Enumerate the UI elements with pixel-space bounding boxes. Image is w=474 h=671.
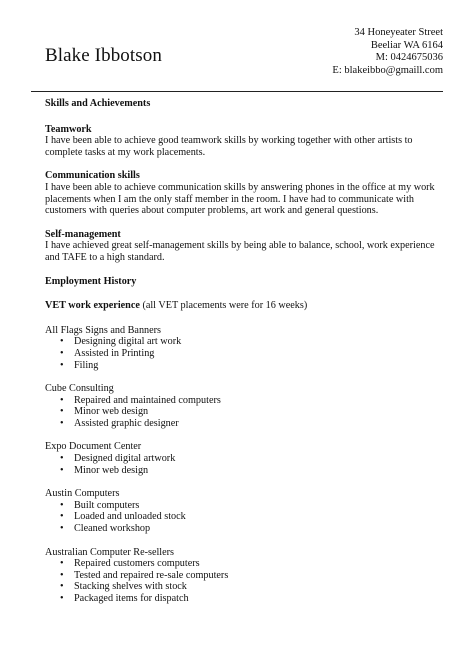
task-item: • Repaired customers computers [45,558,445,570]
skill-heading: Teamwork [45,123,92,135]
skills-section-title: Skills and Achievements [45,98,151,109]
employer-name: All Flags Signs and Banners [45,324,162,336]
task-item: • Minor web design [45,465,445,477]
task-item: • Filing [45,360,445,372]
address-street: 34 Honeyeater Street [354,27,443,38]
contact-block [332,27,443,77]
employer-name: Austin Computers [45,488,120,500]
task-list [45,453,445,476]
task-item: • Designing digital art work [45,336,445,348]
header-divider [31,91,443,92]
task-item: • Assisted in Printing [45,348,445,360]
employer-entry [45,547,445,605]
resume-body [45,98,445,605]
skill-description: I have been able to achieve good teamwork skills by working together with other artists to complete tasks at my work placements. [45,135,413,158]
task-item: • Repaired and maintained computers [45,395,445,407]
vet-experience-line [45,300,445,312]
task-list [45,558,445,604]
employer-entry [45,488,445,534]
employer-list [45,325,445,605]
mobile-number: M: 0424675036 [375,52,443,63]
vet-label: VET work experience [45,300,140,312]
task-item: • Built computers [45,500,445,512]
employer-name: Expo Document Center [45,441,142,453]
task-item: • Loaded and unloaded stock [45,511,445,523]
skill-heading: Self-management [45,228,121,240]
address-suburb: Beeliar WA 6164 [370,39,443,51]
skill-teamwork [45,124,445,159]
employer-entry [45,383,445,429]
employer-name: Australian Computer Re-sellers [45,546,175,558]
skill-heading: Communication skills [45,170,140,182]
task-item: • Packaged items for dispatch [45,593,445,605]
task-item: • Tested and repaired re-sale computers [45,570,445,582]
task-list [45,500,445,535]
employer-entry [45,441,445,476]
skill-self-management [45,229,445,264]
task-list [45,336,445,371]
task-item: • Designed digital artwork [45,453,445,465]
vet-note: (all VET placements were for 16 weeks) [142,300,308,312]
task-list [45,395,445,430]
employer-entry [45,325,445,371]
skill-description: I have been able to achieve communication skills by answering phones in the office at my work placements when I am the only staff member in the room. I have had to communicate with customers with queries about computer problems, art work and general questions. [45,181,435,217]
skill-description: I have achieved great self-management skills by being able to balance, school, work experience and TAFE to a high standard. [45,240,435,263]
employer-name: Cube Consulting [45,383,114,395]
task-item: • Stacking shelves with stock [45,581,445,593]
skill-communication [45,170,445,216]
task-item: • Assisted graphic designer [45,418,445,430]
task-item: • Minor web design [45,406,445,418]
candidate-name: Blake Ibbotson [45,45,162,66]
task-item: • Cleaned workshop [45,523,445,535]
email-address: E: blakeibbo@gmaill.com [332,64,443,76]
employment-section-title: Employment History [45,275,137,287]
